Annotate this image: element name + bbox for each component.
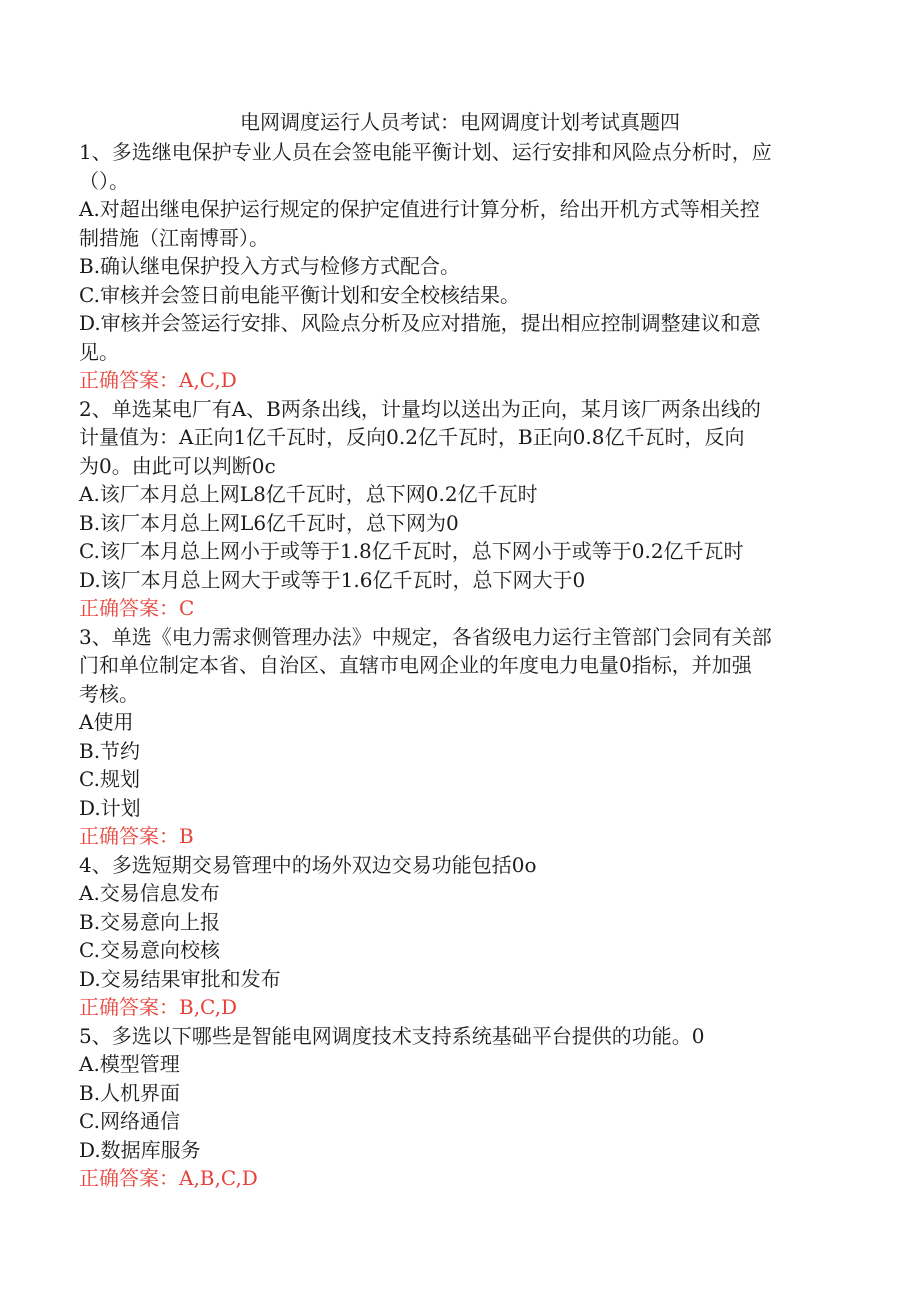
question-line: 门和单位制定本省、自治区、直辖市电网企业的年度电力电量0指标，并加强 [79,653,752,677]
question-5 [79,1022,839,1193]
question-line: 2、单选某电厂有A、B两条出线，计量均以送出为正向，某月该厂两条出线的 [79,396,761,421]
option-line: B.人机界面 [79,1080,181,1105]
option-line: D.交易结果审批和发布 [79,966,281,991]
option-line: A.模型管理 [79,1052,180,1076]
option-line: A使用 [79,710,134,734]
option-line: 制措施（江南博哥）。 [79,225,269,250]
question-2 [79,395,839,623]
question-line: （）。 [79,168,129,193]
question-3 [79,623,839,851]
option-line: B.节约 [79,738,141,763]
question-line: 1、多选继电保护专业人员在会签电能平衡计划、运行安排和风险点分析时，应 [79,140,772,164]
question-line: 为0。由此可以判断0c [79,453,276,478]
option-line: D.数据库服务 [79,1137,201,1162]
question-line: 4、多选短期交易管理中的场外双边交易功能包括0o [79,852,537,877]
option-line: B.该厂本月总上网L6亿千瓦时，总下网为0 [79,510,459,535]
question-line: 3、单选《电力需求侧管理办法》中规定，各省级电力运行主管部门会同有关部 [79,624,772,649]
option-line: B.确认继电保护投入方式与检修方式配合。 [79,254,461,278]
option-line: C.网络通信 [79,1109,180,1133]
option-line: C.规划 [79,767,140,791]
option-line: D.审核并会签运行安排、风险点分析及应对措施，提出相应控制调整建议和意 [79,311,761,335]
option-line: 见。 [79,339,119,364]
correct-answer: 正确答案：A,B,C,D [79,1166,258,1190]
option-line: D.该厂本月总上网大于或等于1.6亿千瓦时，总下网大于0 [79,567,586,592]
question-list [79,138,839,1193]
option-line: A.对超出继电保护运行规定的保护定值进行计算分析，给出开机方式等相关控 [79,197,760,221]
question-line: 计量值为：A正向1亿千瓦时，反向0.2亿千瓦时，B正向0.8亿千瓦时，反向 [79,425,745,449]
question-line: 5、多选以下哪些是智能电网调度技术支持系统基础平台提供的功能。0 [79,1023,705,1048]
question-4 [79,851,839,1022]
correct-answer: 正确答案：A,C,D [79,368,237,392]
option-line: C.交易意向校核 [79,938,220,962]
correct-answer: 正确答案：B,C,D [79,995,238,1019]
option-line: D.计划 [79,795,141,820]
correct-answer: 正确答案：B [79,824,194,848]
option-line: C.该厂本月总上网小于或等于1.8亿千瓦时，总下网小于或等于0.2亿千瓦时 [79,539,744,563]
option-line: A.该厂本月总上网L8亿千瓦时，总下网0.2亿千瓦时 [79,482,538,506]
question-1 [79,138,839,395]
option-line: A.交易信息发布 [79,881,220,905]
document-title: 电网调度运行人员考试：电网调度计划考试真题四 [240,110,680,134]
question-line: 考核。 [79,681,139,706]
option-line: C.审核并会签日前电能平衡计划和安全校核结果。 [79,282,520,307]
correct-answer: 正确答案：C [79,596,195,620]
option-line: B.交易意向上报 [79,909,221,934]
